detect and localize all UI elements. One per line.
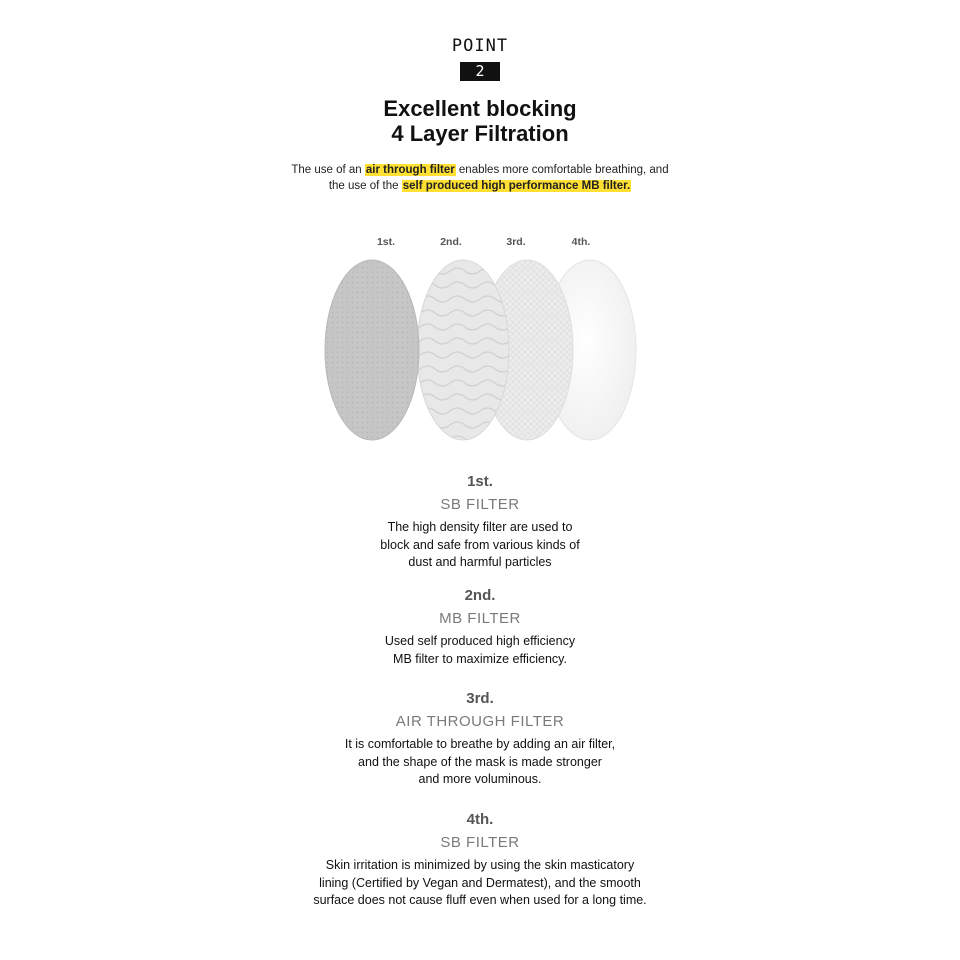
intro-line-1-pre: The use of an xyxy=(291,164,365,176)
desc-line: The high density filter are used to xyxy=(387,520,573,534)
section-filter-name: MB FILTER xyxy=(439,610,521,627)
section-number: 1st. xyxy=(467,473,493,490)
desc-line: Used self produced high efficiency xyxy=(384,634,576,648)
desc-line: block and safe from various kinds of xyxy=(380,537,580,552)
desc-line: dust and harmful particles xyxy=(408,555,552,569)
section-filter-name: AIR THROUGH FILTER xyxy=(395,713,565,730)
layer-label-3: 3rd. xyxy=(506,236,526,248)
layer-label-1: 1st. xyxy=(376,236,396,248)
filter-disc-2 xyxy=(417,260,509,440)
title-line-1: Excellent blocking xyxy=(383,96,577,121)
desc-line: MB filter to maximize efficiency. xyxy=(393,651,567,666)
desc-line: and more voluminous. xyxy=(418,772,542,786)
desc-line: It is comfortable to breathe by adding an air filter, xyxy=(344,737,616,751)
highlight-mb-filter: self produced high performance MB filter. xyxy=(402,180,631,192)
layer-label-2: 2nd. xyxy=(440,236,462,248)
section-number: 4th. xyxy=(466,811,494,828)
section-filter-name: SB FILTER xyxy=(440,496,520,513)
filter-layers-diagram xyxy=(300,250,660,450)
point-label: POINT xyxy=(451,36,509,56)
section-description xyxy=(0,736,960,789)
section-description xyxy=(0,857,960,910)
desc-line: and the shape of the mask is made stronger xyxy=(358,754,602,769)
intro-line-1 xyxy=(0,162,960,178)
layer-section-2 xyxy=(0,586,960,668)
layer-section-1 xyxy=(0,472,960,572)
section-number: 2nd. xyxy=(464,587,496,604)
section-description xyxy=(0,519,960,572)
layer-label-4: 4th. xyxy=(571,236,591,248)
intro-text xyxy=(0,162,960,194)
intro-line-1-post: enables more comfortable breathing, and xyxy=(455,164,669,176)
layer-section-4 xyxy=(0,810,960,910)
highlight-air-through-filter: air through filter xyxy=(365,164,455,176)
section-filter-name: SB FILTER xyxy=(440,834,520,851)
section-number: 3rd. xyxy=(466,690,494,707)
filter-disc-1 xyxy=(325,260,419,440)
desc-line: surface does not cause fluff even when used for a long time. xyxy=(313,893,647,907)
intro-line-2 xyxy=(0,178,960,194)
intro-line-2-pre: the use of the xyxy=(328,180,402,192)
point-number-badge: 2 xyxy=(460,62,500,81)
section-description xyxy=(0,633,960,668)
layer-section-3 xyxy=(0,689,960,789)
title-line-2: 4 Layer Filtration xyxy=(391,121,569,146)
desc-line: lining (Certified by Vegan and Dermatest), and the smooth xyxy=(319,875,641,890)
page-title xyxy=(0,96,960,146)
desc-line: Skin irritation is minimized by using the skin masticatory xyxy=(325,858,635,872)
